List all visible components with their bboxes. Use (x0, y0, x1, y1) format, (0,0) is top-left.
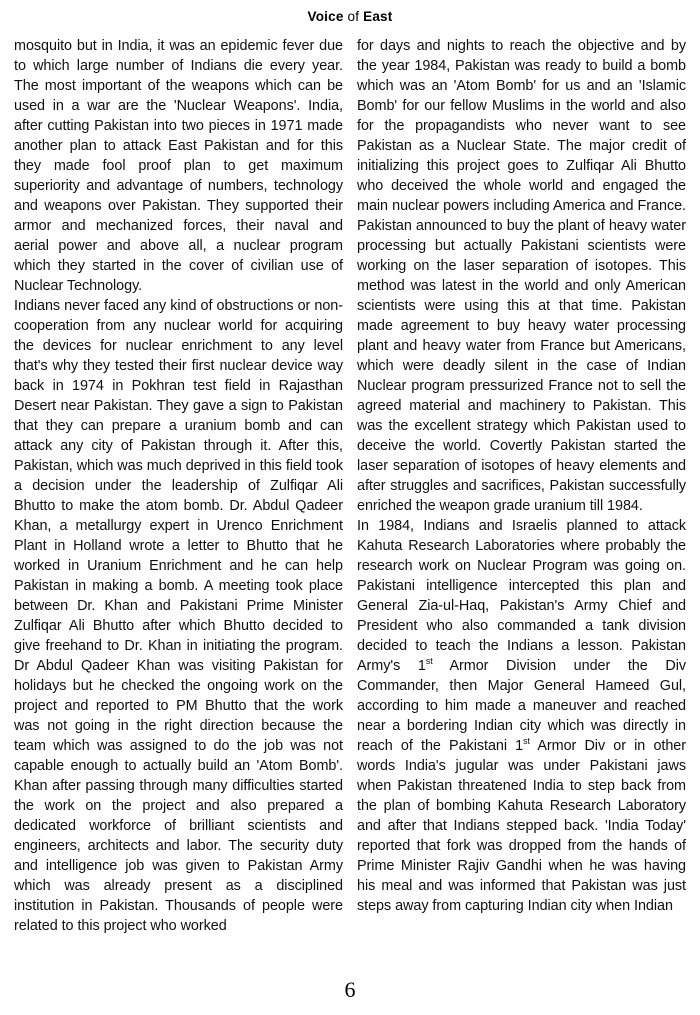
left-column-paragraph-2: Indians never faced any kind of obstructions or non-cooperation from any nuclear world for acquiring the devices for nuclear enrichment to any level that's why they tested their first nuclear device way back in 1974 in Pokhran test field in Rajasthan Desert near Pakistan. They gave a sign to Pakistan that they can prepare a uranium bomb and can attack any city of Pakistan through it. After this, Pakistan, which was much deprived in this field took a decision under the leadership of Zulfiqar Ali Bhutto to make the atom bomb. Dr. Abdul Qadeer Khan, a metallurgy expert in Urenco Enrichment Plant in Holland wrote a letter to Bhutto that he worked in Uranium Enrichment and he can help Pakistan in making a bomb. A meeting took place between Dr. Khan and Pakistani Prime Minister Zulfiqar Ali Bhutto after which Bhutto decided to give freehand to Dr. Khan in initiating the program. Dr Abdul Qadeer Khan was visiting Pakistan for holidays but he checked the ongoing work on the project and reported to PM Bhutto that the work was not going in the right direction because the team which was assigned to do the job was not capable enough to actually build an 'Atom Bomb'. Khan after passing through many difficulties started the work on the project and also prepared a dedicated workforce of brilliant scientists and engineers, architects and labor. The security duty and intelligence job was given to Pakistan Army which was already present as a disciplined institution in Pakistan. Thousands of people were related to this project who worked (14, 298, 343, 934)
ordinal-suffix-first-armor-division: st (425, 656, 433, 667)
right-paragraph-2-text-c: Armor Div or in other words India's jugular was under Pakistani jaws when Pakistan threatened India to step back from the plan of bombing Kahuta Research Laboratory and after that Indians stepped back. 'India Today' reported that fork was dropped from the hands of Prime Minister Rajiv Gandhi when he was having his meal and was informed that Pakistan was just steps away from capturing Indian city when Indian (357, 738, 686, 914)
two-column-body (14, 36, 686, 948)
running-head-part-east: East (363, 9, 393, 24)
ordinal-suffix-first-armor-div: st (523, 736, 530, 747)
left-column-paragraph-1: mosquito but in India, it was an epidemic fever due to which large number of Indians die every year. The most important of the weapons which can be used in a war are the 'Nuclear Weapons'. India, after cutting Pakistan into two pieces in 1971 made another plan to attack East Pakistan and for this they made fool proof plan to get maximum superiority and advantage of numbers, technology and weapons over Pakistan. They supported their armor and mechanized forces, their naval and aerial power and above all, a nuclear program which they started in the cover of civilian use of Nuclear Technology. (14, 38, 343, 294)
running-head (0, 0, 700, 24)
left-column (14, 36, 343, 936)
running-head-part-voice: Voice (307, 9, 344, 24)
right-column (357, 36, 686, 916)
page-number: 6 (344, 977, 356, 1002)
right-column-paragraph-1: for days and nights to reach the objective and by the year 1984, Pakistan was ready to build a bomb which was an 'Atom Bomb' for us and an 'Islamic Bomb' for our fellow Muslims in the world and also for the propagandists who never want to see Pakistan as a Nuclear State. The major credit of initializing this project goes to Zulfiqar Ali Bhutto who deceived the whole world and engaged the main nuclear powers including America and France. Pakistan announced to buy the plant of heavy water processing but actually Pakistani scientists were working on the laser separation of isotopes. This method was latest in the world and only American scientists were using this at that time. Pakistan made agreement to buy heavy water processing plant and heavy water from France but Americans, which were deadly silent in the case of Indian Nuclear program pressurized France not to sell the agreed material and machinery to Pakistan. This was the excellent strategy which Pakistan used to deceive the world. Covertly Pakistan started the laser separation of isotopes of heavy elements and after struggles and sacrifices, Pakistan successfully enriched the weapon grade uranium till 1984. (357, 38, 686, 514)
right-paragraph-2-text-a: In 1984, Indians and Israelis planned to attack Kahuta Research Laboratories where probably the research work on Nuclear Program was going on. Pakistani intelligence intercepted this plan and General Zia-ul-Haq, Pakistan's Army Chief and President who also commanded a tank division decided to teach the Indians a lesson. Pakistan Army's 1 (357, 518, 686, 674)
right-paragraph-2-text-b: Armor Division under the Div Commander, then Major General Hameed Gul, according to him made a maneuver and reached near a bordering Indian city which was directly in reach of the Pakistani 1 (357, 658, 686, 754)
right-column-paragraph-2 (357, 516, 686, 916)
running-head-part-of-text: of (347, 9, 360, 24)
